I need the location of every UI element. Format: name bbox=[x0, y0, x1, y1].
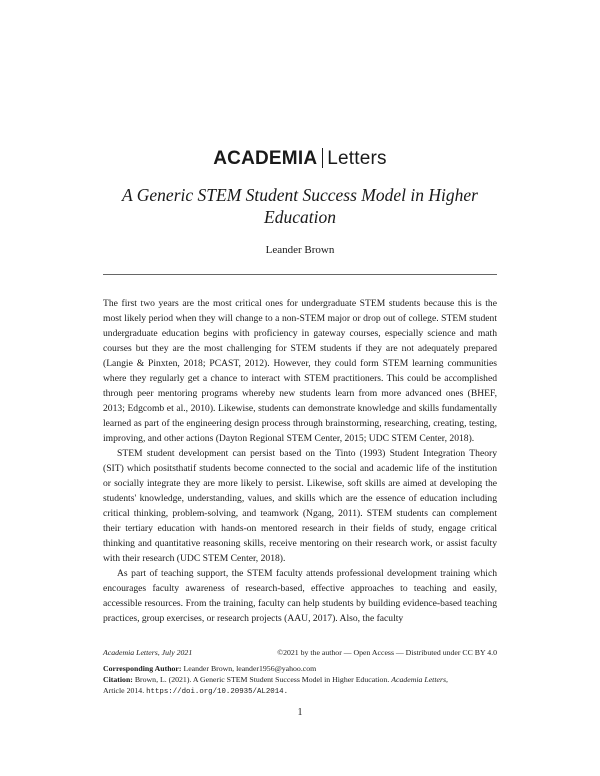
citation-line-2 bbox=[103, 685, 497, 698]
page-footer bbox=[103, 647, 497, 698]
citation-label: Citation: bbox=[103, 675, 133, 684]
body-paragraph-2: STEM student development can persist based on the Tinto (1993) Student Integration Theory (SIT) which positsthatif students become connected to the social and academic life of the institution or socially integrate they are more likely to persist. Likewise, soft skills are aimed at developing the students' knowledge, understanding, values, and skills which are the essence of education including critical thinking, problem-solving, and teamwork (Ngang, 2011). STEM students can complement their tertiary education with hands-on mentored research in their fields of study, engage critical thinking and quantitative reasoning skills, receive mentoring on their research work, or assist faculty with their research (UDC STEM Center, 2018). bbox=[103, 448, 497, 564]
body-paragraph-1: The first two years are the most critical ones for undergraduate STEM students because this is the most likely period when they will change to a non-STEM major or drop out of college. STEM student undergraduate education begins with proficiency in gateway courses, especially science and math courses but they are the most challenging for STEM students if they are not adequately prepared (Langie & Pinxten, 2018; PCAST, 2012). However, they could form STEM learning communities where they regularly get a chance to interact with STEM practitioners. This could be accomplished through peer mentoring programs whereby new students learn from more advanced ones (BHEF, 2013; Edgcomb et al., 2010). Likewise, students can demonstrate knowledge and skills fundamentally learned as part of the engineering design process through brainstorming, researching, creating, testing, improving, and other actions (Dayton Regional STEM Center, 2015; UDC STEM Center, 2018). bbox=[103, 298, 497, 444]
citation-line bbox=[103, 674, 497, 685]
academia-letters-logo bbox=[0, 148, 600, 170]
article-body bbox=[103, 296, 497, 626]
footer-license: ©2021 by the author — Open Access — Distributed under CC BY 4.0 bbox=[277, 648, 497, 657]
brand-letters: Letters bbox=[327, 148, 387, 169]
article-title: A Generic STEM Student Success Model in Higher Education bbox=[122, 185, 478, 227]
citation-journal: Academia Letters, bbox=[391, 675, 448, 684]
header-divider bbox=[103, 274, 497, 275]
body-paragraph-3: As part of teaching support, the STEM faculty attends professional development training which encourages faculty awareness of research-based, effective approaches to teaching and easily, accessible resources. From the training, faculty can help students by building evidence-based teaching practices, group exercises, or research projects (AAU, 2017). Also, the faculty bbox=[103, 568, 497, 624]
corresponding-author-line bbox=[103, 663, 497, 674]
corresponding-author-value: Leander Brown, leander1956@yahoo.com bbox=[183, 664, 317, 673]
footer-journal: Academia Letters, July 2021 bbox=[103, 648, 193, 657]
brand-academia: ACADEMIA bbox=[213, 148, 318, 169]
page-number: 1 bbox=[297, 707, 303, 718]
citation-text: Brown, L. (2021). A Generic STEM Student Success Model in Higher Education. bbox=[134, 675, 390, 684]
article-author: Leander Brown bbox=[265, 244, 335, 256]
citation-doi-link[interactable]: https://doi.org/10.20935/AL2014. bbox=[146, 688, 289, 696]
brand-divider bbox=[322, 148, 323, 168]
corresponding-author-label: Corresponding Author: bbox=[103, 664, 182, 673]
citation-article: Article 2014. bbox=[103, 686, 145, 695]
